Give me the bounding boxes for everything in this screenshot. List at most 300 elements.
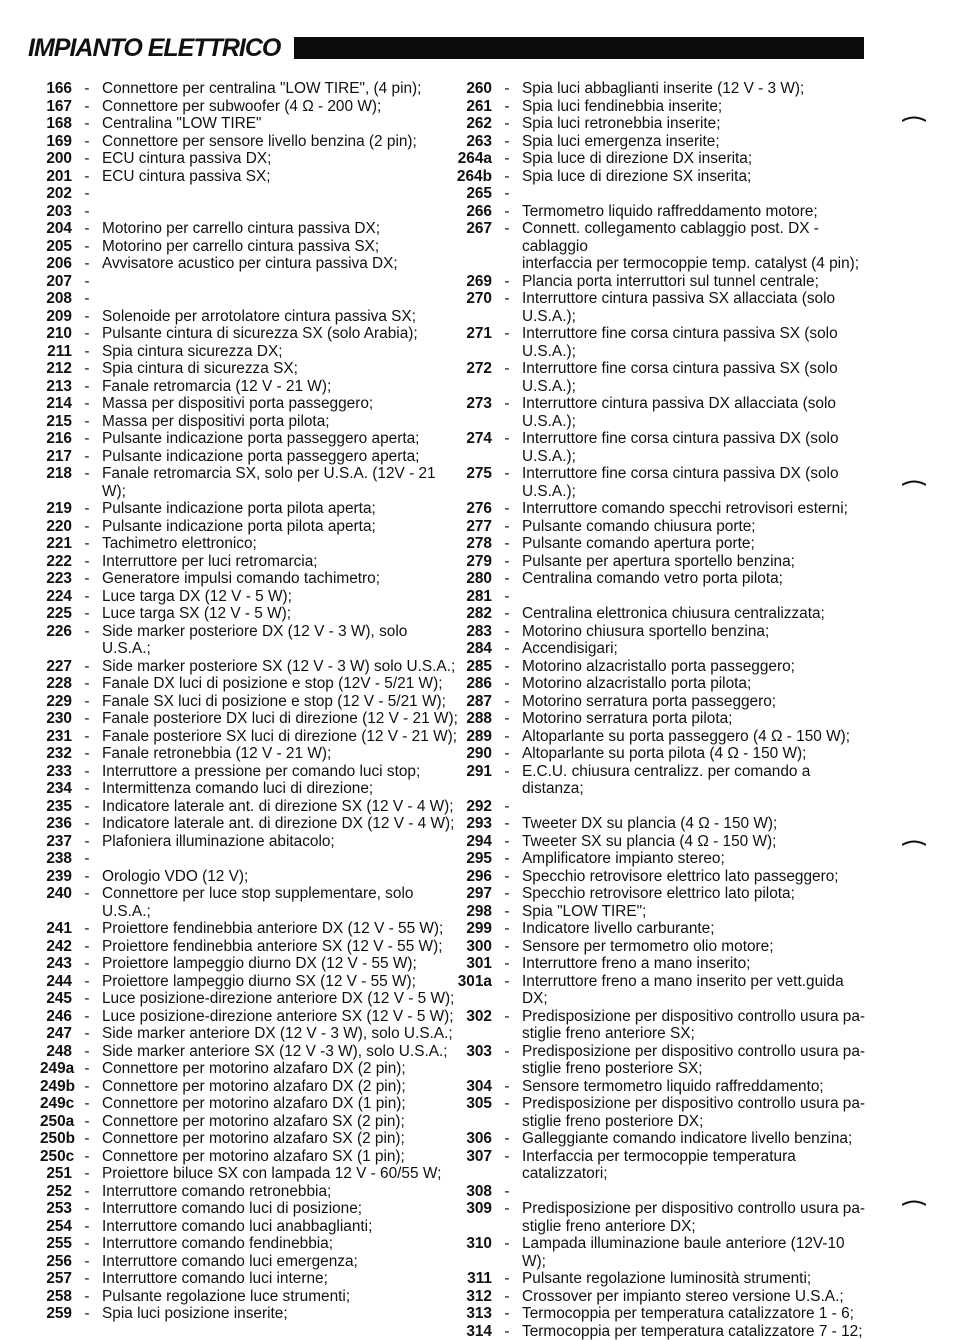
item-dash: -	[72, 693, 102, 711]
item-number: 202	[40, 185, 72, 203]
item-number: 276	[448, 500, 492, 518]
item-number: 300	[448, 938, 492, 956]
item-number: 297	[448, 885, 492, 903]
item-number: 254	[40, 1218, 72, 1236]
item-number: 295	[448, 850, 492, 868]
item-number: 284	[448, 640, 492, 658]
item-dash: -	[72, 588, 102, 606]
item-description: Massa per dispositivi porta passeggero;	[102, 395, 460, 413]
item-number: 203	[40, 203, 72, 221]
item-description: Luce posizione-direzione anteriore SX (12 V - 5 W);	[102, 1008, 460, 1026]
item-number: 253	[40, 1200, 72, 1218]
item-dash: -	[72, 745, 102, 763]
item-number: 251	[40, 1165, 72, 1183]
list-item	[448, 605, 868, 623]
item-description: Indicatore livello carburante;	[522, 920, 868, 938]
list-item	[40, 798, 460, 816]
item-description: Lampada illuminazione baule anteriore (12V-10 W);	[522, 1235, 868, 1270]
item-dash: -	[492, 500, 522, 518]
item-dash: -	[492, 938, 522, 956]
list-item	[40, 675, 460, 693]
item-number: 282	[448, 605, 492, 623]
list-item	[40, 1095, 460, 1113]
item-dash: -	[72, 395, 102, 413]
item-description	[102, 850, 460, 868]
item-dash: -	[492, 1235, 522, 1270]
item-dash: -	[72, 1113, 102, 1131]
item-description: Centralina elettronica chiusura centralizzata;	[522, 605, 868, 623]
item-dash: -	[72, 203, 102, 221]
item-number: 260	[448, 80, 492, 98]
item-number: 277	[448, 518, 492, 536]
item-description: Tweeter SX su plancia (4 Ω - 150 W);	[522, 833, 868, 851]
item-dash: -	[72, 1218, 102, 1236]
item-number: 225	[40, 605, 72, 623]
item-dash: -	[492, 570, 522, 588]
item-dash: -	[492, 833, 522, 851]
item-description	[102, 203, 460, 221]
item-number: 265	[448, 185, 492, 203]
item-description: Interruttore cintura passiva SX allacciata (solo U.S.A.);	[522, 290, 868, 325]
item-number: 267	[448, 220, 492, 273]
item-number: 248	[40, 1043, 72, 1061]
item-number: 220	[40, 518, 72, 536]
item-number: 275	[448, 465, 492, 500]
item-description: Connettore per motorino alzafaro DX (1 pin);	[102, 1095, 460, 1113]
item-number: 270	[448, 290, 492, 325]
item-number: 167	[40, 98, 72, 116]
item-number: 274	[448, 430, 492, 465]
list-item	[40, 150, 460, 168]
item-number: 221	[40, 535, 72, 553]
item-description	[522, 185, 868, 203]
item-dash: -	[492, 885, 522, 903]
item-description: Motorino alzacristallo porta pilota;	[522, 675, 868, 693]
list-item	[448, 325, 868, 360]
item-description: Pulsante comando apertura porte;	[522, 535, 868, 553]
item-number: 264a	[448, 150, 492, 168]
item-dash: -	[72, 413, 102, 431]
page-header	[28, 30, 864, 66]
item-description: Solenoide per arrotolatore cintura passiva SX;	[102, 308, 460, 326]
item-description: Connettore per subwoofer (4 Ω - 200 W);	[102, 98, 460, 116]
list-item	[40, 938, 460, 956]
item-description: Spia luci posizione inserite;	[102, 1305, 460, 1323]
list-item	[40, 535, 460, 553]
list-item	[40, 395, 460, 413]
item-description: Predisposizione per dispositivo controllo usura pa- stiglie freno posteriore SX;	[522, 1043, 868, 1078]
item-dash: -	[72, 623, 102, 658]
item-description: Massa per dispositivi porta pilota;	[102, 413, 460, 431]
item-description	[102, 185, 460, 203]
item-dash: -	[492, 1095, 522, 1130]
item-number: 306	[448, 1130, 492, 1148]
item-dash: -	[492, 903, 522, 921]
list-item	[448, 115, 868, 133]
item-dash: -	[492, 1323, 522, 1340]
item-number: 271	[448, 325, 492, 360]
item-number: 169	[40, 133, 72, 151]
item-number: 255	[40, 1235, 72, 1253]
item-description: Termocoppia per temperatura catalizzatore 1 - 6;	[522, 1305, 868, 1323]
item-number: 290	[448, 745, 492, 763]
list-item	[40, 413, 460, 431]
item-number: 238	[40, 850, 72, 868]
item-description: Termometro liquido raffreddamento motore;	[522, 203, 868, 221]
item-dash: -	[72, 850, 102, 868]
item-number: 307	[448, 1148, 492, 1183]
item-description: Tweeter DX su plancia (4 Ω - 150 W);	[522, 815, 868, 833]
item-description: Interruttore fine corsa cintura passiva SX (solo U.S.A.);	[522, 325, 868, 360]
list-item	[40, 1270, 460, 1288]
list-item	[448, 150, 868, 168]
item-number: 263	[448, 133, 492, 151]
item-dash: -	[72, 80, 102, 98]
item-description: Specchio retrovisore elettrico lato pilota;	[522, 885, 868, 903]
item-number: 261	[448, 98, 492, 116]
item-number: 291	[448, 763, 492, 798]
item-dash: -	[492, 430, 522, 465]
item-description: Plancia porta interruttori sul tunnel centrale;	[522, 273, 868, 291]
item-dash: -	[492, 553, 522, 571]
list-item	[448, 1148, 868, 1183]
list-item	[40, 360, 460, 378]
item-dash: -	[72, 325, 102, 343]
item-number: 211	[40, 343, 72, 361]
item-number: 294	[448, 833, 492, 851]
item-description: Plafoniera illuminazione abitacolo;	[102, 833, 460, 851]
item-number: 301a	[448, 973, 492, 1008]
list-item	[448, 220, 868, 273]
item-number: 228	[40, 675, 72, 693]
list-item	[40, 780, 460, 798]
list-item	[40, 80, 460, 98]
list-item	[40, 290, 460, 308]
item-description: Motorino alzacristallo porta passeggero;	[522, 658, 868, 676]
list-item	[448, 658, 868, 676]
list-item	[448, 1008, 868, 1043]
list-item	[448, 360, 868, 395]
list-item	[448, 1288, 868, 1306]
list-item	[448, 1078, 868, 1096]
item-dash: -	[492, 868, 522, 886]
item-dash: -	[492, 920, 522, 938]
item-description: Connettore per motorino alzafaro SX (2 pin);	[102, 1113, 460, 1131]
item-number: 283	[448, 623, 492, 641]
item-description: Pulsante regolazione luminosità strumenti;	[522, 1270, 868, 1288]
item-description: Connettore per luce stop supplementare, solo U.S.A.;	[102, 885, 460, 920]
item-description: Motorino per carrello cintura passiva DX;	[102, 220, 460, 238]
list-item	[40, 168, 460, 186]
item-dash: -	[72, 553, 102, 571]
list-item	[448, 273, 868, 291]
item-description: Interruttore a pressione per comando luci stop;	[102, 763, 460, 781]
item-description	[522, 798, 868, 816]
item-dash: -	[72, 938, 102, 956]
item-number: 230	[40, 710, 72, 728]
item-description: Intermittenza comando luci di direzione;	[102, 780, 460, 798]
item-description: Motorino serratura porta pilota;	[522, 710, 868, 728]
item-description: Motorino per carrello cintura passiva SX;	[102, 238, 460, 256]
item-dash: -	[72, 605, 102, 623]
item-description: Luce targa DX (12 V - 5 W);	[102, 588, 460, 606]
list-item	[448, 868, 868, 886]
header-bar	[294, 37, 864, 59]
item-number: 239	[40, 868, 72, 886]
list-item	[40, 605, 460, 623]
list-item	[40, 763, 460, 781]
item-dash: -	[72, 798, 102, 816]
item-dash: -	[72, 220, 102, 238]
list-item	[40, 273, 460, 291]
item-dash: -	[72, 885, 102, 920]
item-dash: -	[492, 1288, 522, 1306]
item-dash: -	[72, 763, 102, 781]
list-item	[448, 763, 868, 798]
item-dash: -	[492, 745, 522, 763]
item-description: Predisposizione per dispositivo controllo usura pa- stiglie freno anteriore SX;	[522, 1008, 868, 1043]
item-description: Interruttore comando luci di posizione;	[102, 1200, 460, 1218]
item-number: 218	[40, 465, 72, 500]
item-dash: -	[72, 1235, 102, 1253]
item-number: 269	[448, 273, 492, 291]
item-description: Spia cintura di sicurezza SX;	[102, 360, 460, 378]
item-dash: -	[492, 955, 522, 973]
list-item	[448, 430, 868, 465]
item-description: Pulsante comando chiusura porte;	[522, 518, 868, 536]
item-number: 168	[40, 115, 72, 133]
list-item	[40, 220, 460, 238]
item-number: 217	[40, 448, 72, 466]
item-number: 215	[40, 413, 72, 431]
list-item	[40, 728, 460, 746]
item-dash: -	[72, 133, 102, 151]
list-item	[448, 955, 868, 973]
item-description: E.C.U. chiusura centralizz. per comando a distanza;	[522, 763, 868, 798]
item-number: 311	[448, 1270, 492, 1288]
item-dash: -	[72, 378, 102, 396]
list-item	[448, 745, 868, 763]
item-description: ECU cintura passiva DX;	[102, 150, 460, 168]
item-description: Fanale retromarcia SX, solo per U.S.A. (12V - 21 W);	[102, 465, 460, 500]
item-number: 201	[40, 168, 72, 186]
item-dash: -	[492, 518, 522, 536]
list-item	[448, 1235, 868, 1270]
item-number: 259	[40, 1305, 72, 1323]
list-item	[448, 518, 868, 536]
item-number: 288	[448, 710, 492, 728]
item-dash: -	[72, 815, 102, 833]
item-dash: -	[492, 325, 522, 360]
list-item	[448, 535, 868, 553]
item-description: Interruttore fine corsa cintura passiva DX (solo U.S.A.);	[522, 430, 868, 465]
list-item	[40, 1183, 460, 1201]
item-description: Interruttore comando luci anabbaglianti;	[102, 1218, 460, 1236]
item-dash: -	[72, 238, 102, 256]
item-description: Spia luci fendinebbia inserite;	[522, 98, 868, 116]
item-description: Interruttore freno a mano inserito;	[522, 955, 868, 973]
item-dash: -	[72, 1305, 102, 1323]
item-dash: -	[72, 868, 102, 886]
list-item	[40, 500, 460, 518]
item-dash: -	[72, 570, 102, 588]
item-number: 287	[448, 693, 492, 711]
item-dash: -	[492, 798, 522, 816]
item-description: Sensore per termometro olio motore;	[522, 938, 868, 956]
item-number: 245	[40, 990, 72, 1008]
list-item	[40, 115, 460, 133]
item-number: 242	[40, 938, 72, 956]
item-description: Interruttore comando specchi retrovisori esterni;	[522, 500, 868, 518]
list-item	[448, 885, 868, 903]
item-description: Side marker posteriore SX (12 V - 3 W) solo U.S.A.;	[102, 658, 460, 676]
item-dash: -	[492, 98, 522, 116]
page-title: IMPIANTO ELETTRICO	[28, 34, 280, 63]
item-number: 257	[40, 1270, 72, 1288]
list-item	[448, 1183, 868, 1201]
list-item	[448, 693, 868, 711]
list-item	[448, 1043, 868, 1078]
list-item	[40, 430, 460, 448]
item-number: 312	[448, 1288, 492, 1306]
item-dash: -	[492, 640, 522, 658]
item-dash: -	[72, 255, 102, 273]
item-dash: -	[492, 693, 522, 711]
item-dash: -	[72, 780, 102, 798]
item-description: Proiettore fendinebbia anteriore DX (12 V - 55 W);	[102, 920, 460, 938]
list-item	[448, 798, 868, 816]
item-number: 249c	[40, 1095, 72, 1113]
list-item	[40, 1043, 460, 1061]
item-description: Sensore termometro liquido raffreddamento;	[522, 1078, 868, 1096]
list-item	[448, 1323, 868, 1340]
list-item	[448, 395, 868, 430]
list-item	[448, 728, 868, 746]
item-dash: -	[492, 973, 522, 1008]
item-number: 246	[40, 1008, 72, 1026]
item-dash: -	[492, 710, 522, 728]
list-item	[40, 745, 460, 763]
list-item	[40, 98, 460, 116]
item-number: 210	[40, 325, 72, 343]
item-description: Side marker posteriore DX (12 V - 3 W), solo U.S.A.;	[102, 623, 460, 658]
list-item	[448, 710, 868, 728]
item-dash: -	[72, 518, 102, 536]
list-item	[448, 1270, 868, 1288]
list-item	[40, 1130, 460, 1148]
item-description: Generatore impulsi comando tachimetro;	[102, 570, 460, 588]
item-description: Interruttore comando luci interne;	[102, 1270, 460, 1288]
item-description: Interruttore per luci retromarcia;	[102, 553, 460, 571]
item-number: 279	[448, 553, 492, 571]
item-description: Altoparlante su porta passeggero (4 Ω - 150 W);	[522, 728, 868, 746]
list-item	[448, 168, 868, 186]
item-description: Connettore per motorino alzafaro DX (2 pin);	[102, 1078, 460, 1096]
list-item	[40, 990, 460, 1008]
item-description: Luce targa SX (12 V - 5 W);	[102, 605, 460, 623]
item-dash: -	[72, 675, 102, 693]
item-dash: -	[72, 1095, 102, 1113]
item-dash: -	[72, 308, 102, 326]
item-description: Spia "LOW TIRE";	[522, 903, 868, 921]
item-description: Fanale SX luci di posizione e stop (12 V - 5/21 W);	[102, 693, 460, 711]
list-item	[448, 1200, 868, 1235]
item-description: Connettore per sensore livello benzina (2 pin);	[102, 133, 460, 151]
list-item	[40, 343, 460, 361]
item-number: 273	[448, 395, 492, 430]
item-dash: -	[72, 343, 102, 361]
item-description: Motorino chiusura sportello benzina;	[522, 623, 868, 641]
item-description: Galleggiante comando indicatore livello benzina;	[522, 1130, 868, 1148]
item-number: 229	[40, 693, 72, 711]
list-item	[40, 1078, 460, 1096]
item-description: Spia luce di direzione SX inserita;	[522, 168, 868, 186]
item-dash: -	[492, 133, 522, 151]
item-dash: -	[492, 185, 522, 203]
item-description: Fanale posteriore DX luci di direzione (12 V - 21 W);	[102, 710, 460, 728]
item-description: Pulsante regolazione luce strumenti;	[102, 1288, 460, 1306]
list-item	[40, 448, 460, 466]
list-item	[40, 833, 460, 851]
item-number: 205	[40, 238, 72, 256]
item-dash: -	[492, 850, 522, 868]
item-number: 213	[40, 378, 72, 396]
item-dash: -	[72, 290, 102, 308]
item-number: 296	[448, 868, 492, 886]
item-description: Fanale retromarcia (12 V - 21 W);	[102, 378, 460, 396]
list-item	[448, 1130, 868, 1148]
list-item	[40, 133, 460, 151]
item-dash: -	[492, 1043, 522, 1078]
item-dash: -	[72, 1253, 102, 1271]
item-description: Accendisigari;	[522, 640, 868, 658]
item-dash: -	[72, 1008, 102, 1026]
item-dash: -	[492, 658, 522, 676]
item-description: Pulsante per apertura sportello benzina;	[522, 553, 868, 571]
item-description: Pulsante cintura di sicurezza SX (solo Arabia);	[102, 325, 460, 343]
item-description: Spia luci retronebbia inserite;	[522, 115, 868, 133]
margin-mark	[902, 840, 926, 846]
item-dash: -	[72, 1060, 102, 1078]
item-description: Termocoppia per temperatura catalizzatore 7 - 12;	[522, 1323, 868, 1340]
list-item	[40, 973, 460, 991]
item-description: Interruttore fine corsa cintura passiva DX (solo U.S.A.);	[522, 465, 868, 500]
item-dash: -	[492, 728, 522, 746]
item-dash: -	[72, 1148, 102, 1166]
list-item	[448, 850, 868, 868]
list-item	[40, 1025, 460, 1043]
list-item	[40, 710, 460, 728]
item-dash: -	[72, 1078, 102, 1096]
item-dash: -	[492, 150, 522, 168]
item-number: 223	[40, 570, 72, 588]
item-dash: -	[72, 465, 102, 500]
item-dash: -	[72, 955, 102, 973]
item-description: Side marker anteriore DX (12 V - 3 W), solo U.S.A.;	[102, 1025, 460, 1043]
list-item	[448, 133, 868, 151]
list-item	[448, 1305, 868, 1323]
list-item	[448, 185, 868, 203]
item-dash: -	[492, 605, 522, 623]
list-item	[40, 1060, 460, 1078]
list-item	[40, 815, 460, 833]
item-description: Indicatore laterale ant. di direzione DX (12 V - 4 W);	[102, 815, 460, 833]
list-item	[448, 675, 868, 693]
list-item	[448, 588, 868, 606]
item-dash: -	[492, 168, 522, 186]
item-number: 216	[40, 430, 72, 448]
item-number: 308	[448, 1183, 492, 1201]
